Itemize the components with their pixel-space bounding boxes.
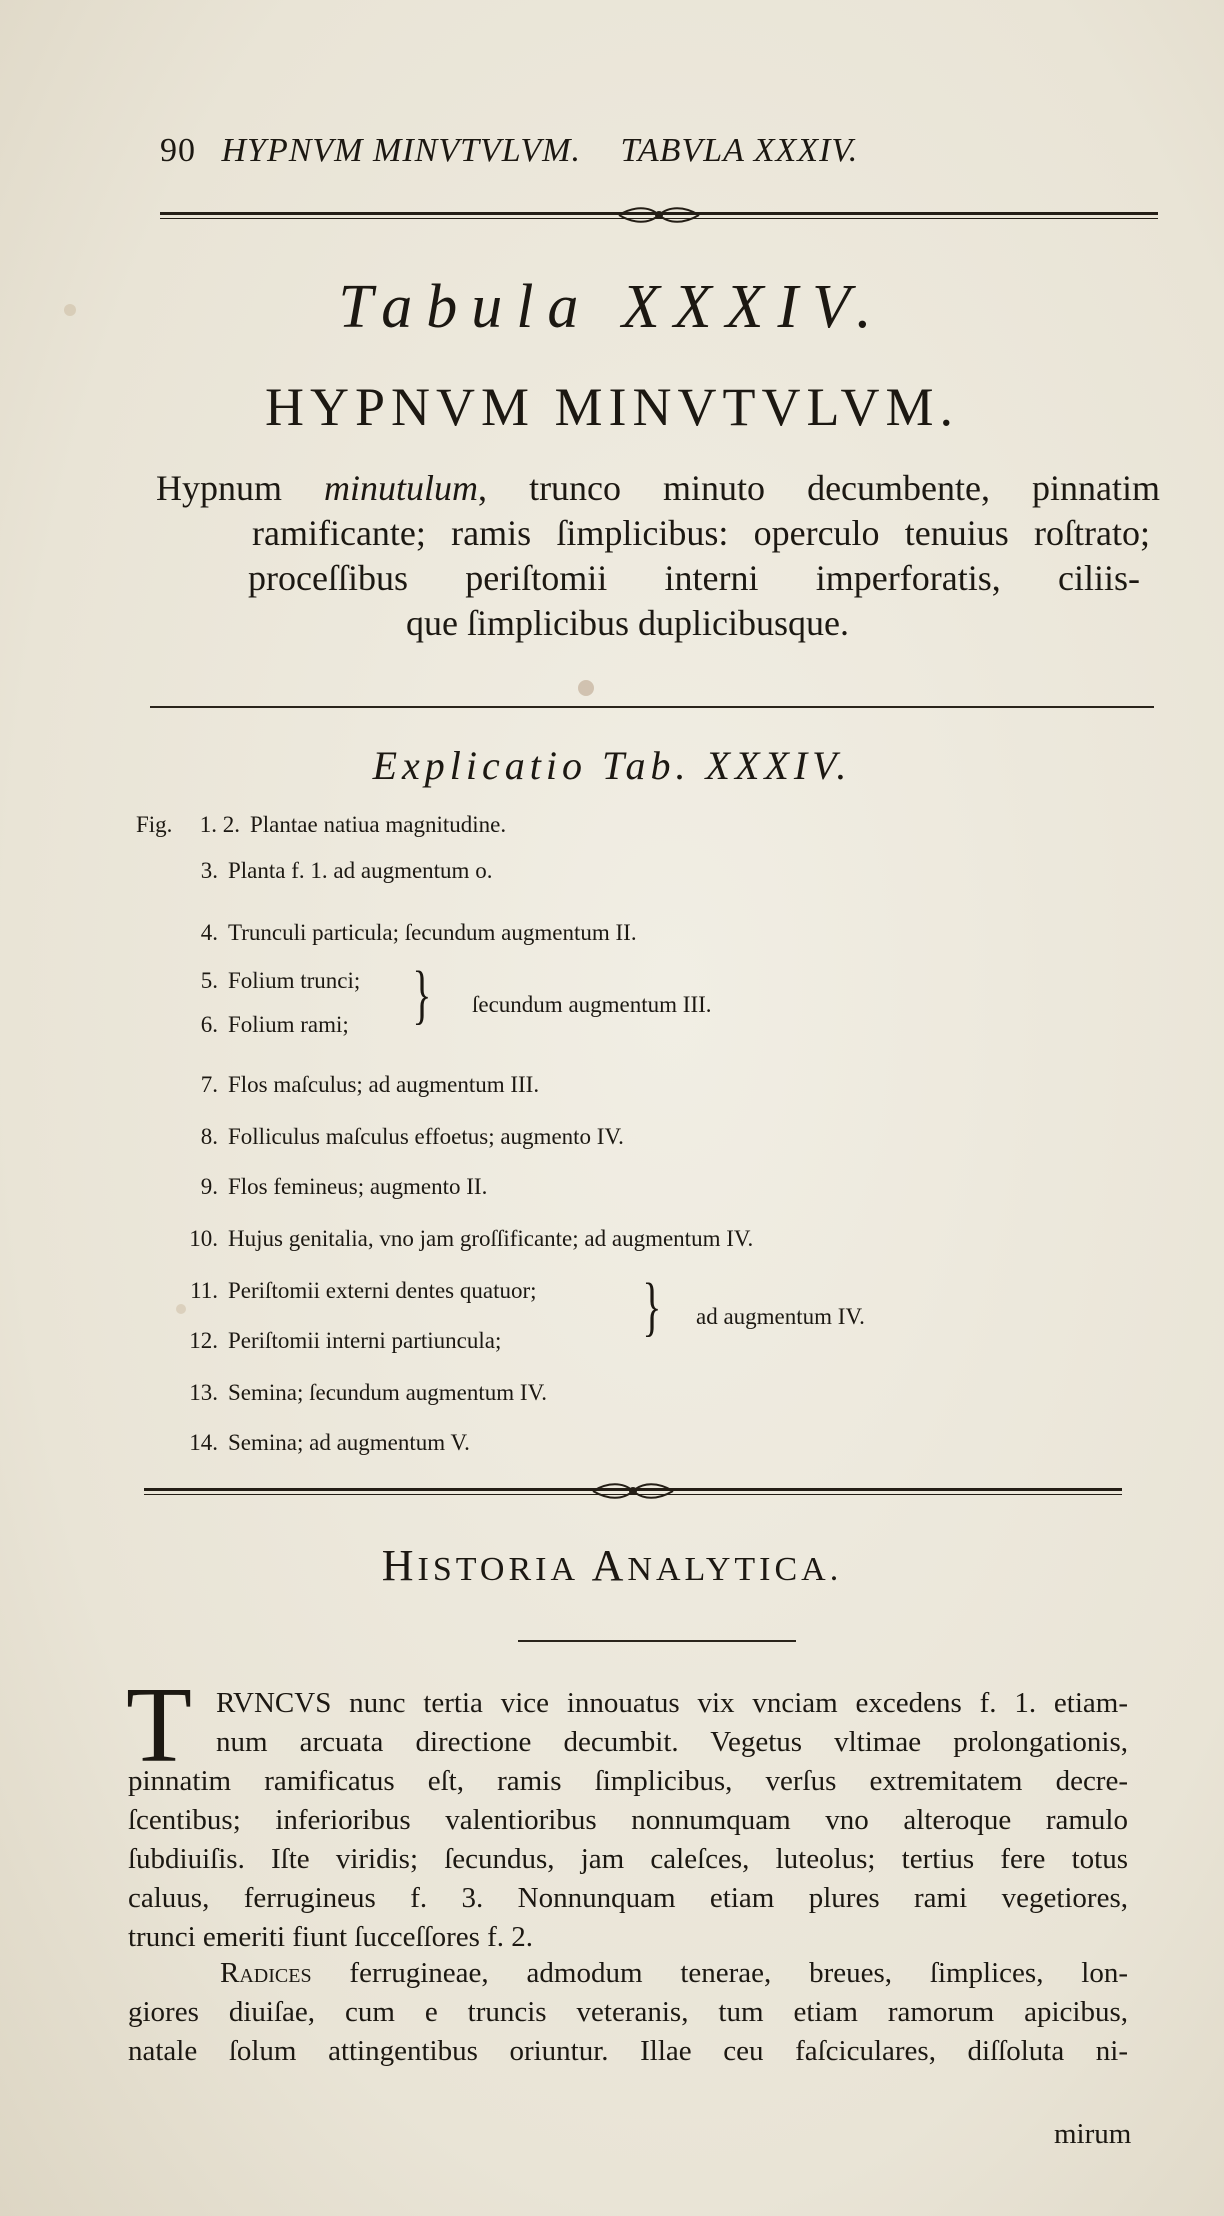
brace-mark: } bbox=[642, 1270, 662, 1343]
main-title: HYPNVM MINVTVLVM. bbox=[264, 377, 960, 437]
ornament-icon bbox=[588, 1480, 678, 1502]
figure-number: 5. bbox=[200, 968, 218, 993]
description-line: proceſſibus periſtomii interni imperforatis, ciliis- bbox=[248, 558, 1140, 598]
paragraph-1 bbox=[128, 1684, 1128, 1957]
species-epithet: minutulum bbox=[324, 468, 479, 508]
drop-cap: T bbox=[126, 1666, 192, 1785]
stain-mark bbox=[578, 680, 594, 696]
running-plate: TABVLA XXXIV. bbox=[620, 132, 859, 169]
text-line: pinnatim ramificatus eſt, ramis ſimplicibus, verſus extremitatem decre- bbox=[128, 1765, 1128, 1797]
figure-text: Folium rami; bbox=[228, 1012, 349, 1037]
divider-rule bbox=[518, 1640, 796, 1642]
catchword: mirum bbox=[1054, 2118, 1132, 2150]
ornamental-rule bbox=[144, 1488, 1122, 1495]
figure-number: 6. bbox=[200, 1012, 218, 1037]
text-line: natale ſolum attingentibus oriuntur. Illae ceu faſciculares, diſſoluta ni- bbox=[128, 2035, 1128, 2067]
figure-text: Plantae natiua magnitudine. bbox=[250, 812, 507, 837]
figure-text: Periſtomii externi dentes quatuor; bbox=[228, 1278, 537, 1303]
figure-number: 14. bbox=[189, 1430, 218, 1455]
text-line: caluus, ferrugineus f. 3. Nonnunquam etiam plures rami vegetiores, bbox=[128, 1882, 1128, 1914]
historia-title: HISTORIA ANALYTICA. bbox=[381, 1541, 843, 1590]
description-line: Hypnum minutulum, trunco minuto decumbente, pinnatim bbox=[156, 468, 1161, 508]
figure-label: Fig. bbox=[136, 812, 173, 837]
divider-rule bbox=[150, 706, 1154, 708]
paragraph-2 bbox=[128, 1954, 1128, 2071]
lead-word: Radices bbox=[220, 1957, 312, 1989]
text-line: ſcentibus; inferioribus valentioribus nonnumquam vno alteroque ramulo bbox=[128, 1804, 1128, 1836]
figure-text: Planta f. 1. ad augmentum o. bbox=[228, 858, 493, 883]
brace-group-text: ad augmentum IV. bbox=[696, 1304, 865, 1329]
species-description bbox=[156, 466, 1160, 646]
figure-number: 1. 2. bbox=[199, 812, 240, 837]
text-line: Radices ferrugineae, admodum tenerae, breues, ſimplices, lon- bbox=[220, 1957, 1128, 1989]
stain-mark bbox=[176, 1304, 186, 1314]
figure-number: 8. bbox=[200, 1124, 218, 1149]
running-title: HYPNVM MINVTVLVM. bbox=[221, 132, 582, 169]
description-line: que ſimplicibus duplicibusque. bbox=[406, 603, 849, 643]
tabula-title: Tabula XXXIV. bbox=[338, 273, 886, 341]
figure-text: Periſtomii interni partiuncula; bbox=[228, 1328, 502, 1353]
ornamental-rule bbox=[160, 212, 1158, 219]
figure-text: Flos maſculus; ad augmentum III. bbox=[228, 1072, 540, 1097]
explicatio-title: Explicatio Tab. XXXIV. bbox=[372, 743, 852, 788]
figure-number: 4. bbox=[200, 920, 218, 945]
figure-number: 13. bbox=[189, 1380, 218, 1405]
text-line: giores diuiſae, cum e truncis veteranis, tum etiam ramorum apicibus, bbox=[128, 1996, 1128, 2028]
figure-text: Hujus genitalia, vno jam groſſificante; ad augmentum IV. bbox=[228, 1226, 754, 1251]
brace-mark: } bbox=[412, 958, 432, 1031]
ornament-icon bbox=[614, 204, 704, 226]
figure-number: 3. bbox=[200, 858, 218, 883]
brace-group-text: ſecundum augmentum III. bbox=[472, 992, 712, 1017]
figure-text: Trunculi particula; ſecundum augmentum II. bbox=[228, 920, 637, 945]
figure-number: 11. bbox=[190, 1278, 218, 1303]
figure-text: Semina; ad augmentum V. bbox=[228, 1430, 470, 1455]
text-line: trunci emeriti fiunt ſucceſſores f. 2. bbox=[128, 1921, 534, 1953]
figure-number: 10. bbox=[189, 1226, 218, 1251]
figure-text: Semina; ſecundum augmentum IV. bbox=[228, 1380, 547, 1405]
figure-text: Folium trunci; bbox=[228, 968, 361, 993]
figure-number: 7. bbox=[200, 1072, 218, 1097]
figure-text: Flos femineus; augmento II. bbox=[228, 1174, 488, 1199]
figure-number: 12. bbox=[189, 1328, 218, 1353]
text-line: ſubdiuiſis. Iſte viridis; ſecundus, jam caleſces, luteolus; tertius fere totus bbox=[128, 1843, 1128, 1875]
description-line: ramificante; ramis ſimplicibus: operculo tenuius roſtrato; bbox=[252, 513, 1150, 553]
figure-text: Folliculus maſculus effoetus; augmento IV. bbox=[228, 1124, 624, 1149]
figure-number: 9. bbox=[200, 1174, 218, 1199]
text-line: RVNCVS nunc tertia vice innouatus vix vnciam excedens f. 1. etiam- bbox=[216, 1687, 1128, 1719]
text-line: num arcuata directione decumbit. Vegetus vltimae prolongationis, bbox=[216, 1726, 1128, 1758]
page-number: 90 bbox=[160, 132, 196, 169]
running-head bbox=[160, 132, 858, 170]
